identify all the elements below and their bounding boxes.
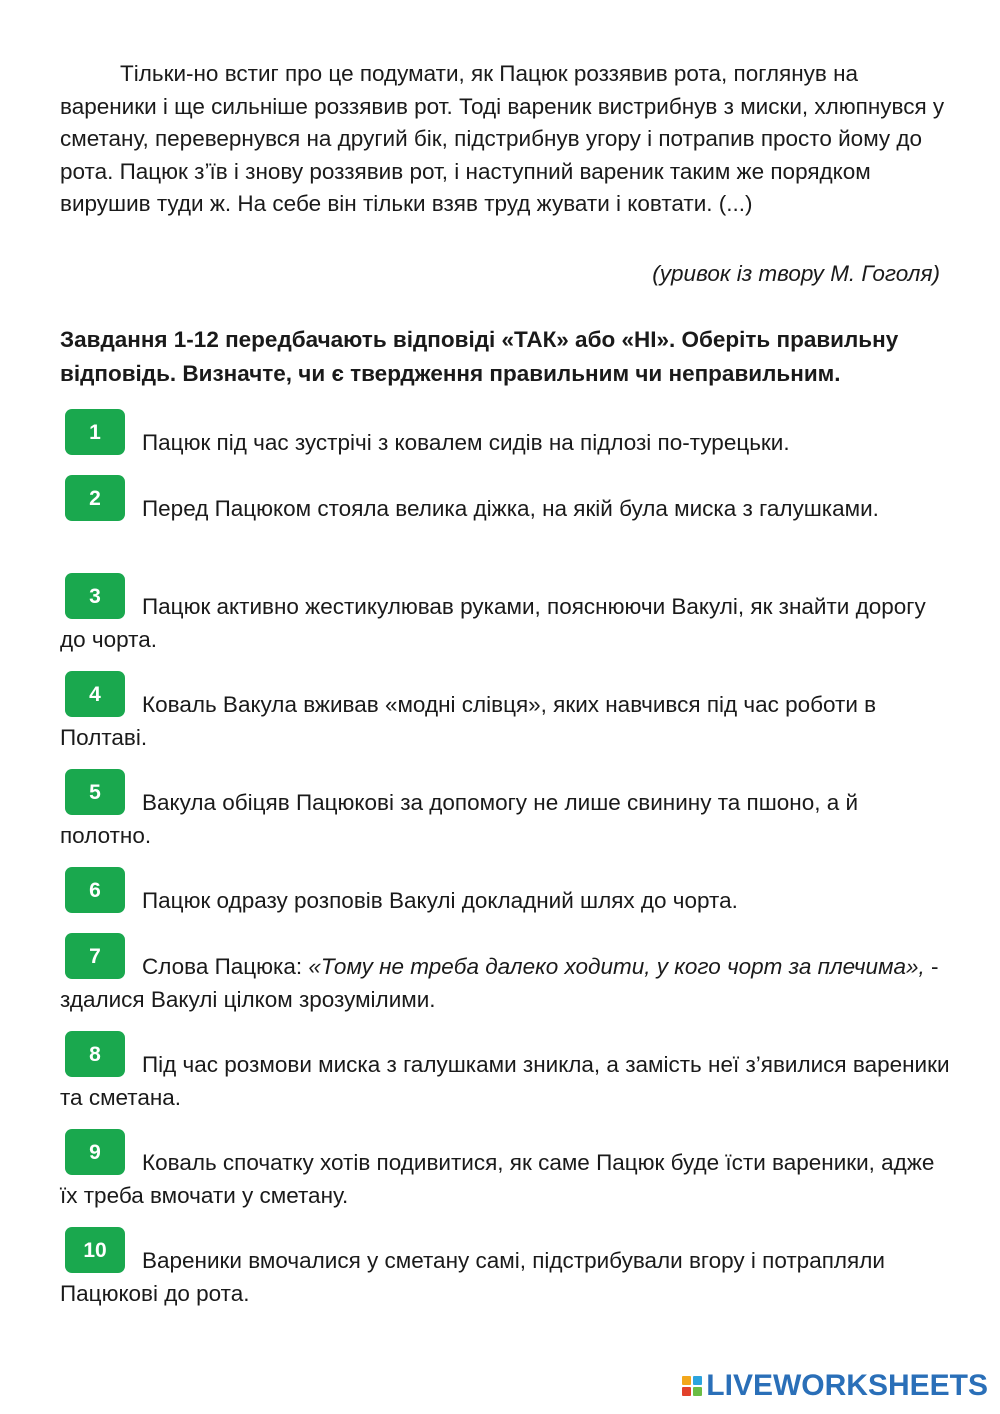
passage-text: Тільки-но встиг про це подумати, як Пацюк роззявив рота, поглянув на вареники і ще сильніше роззявив рот. Тоді вареник вистрибнув з миски, хлюпнувся у сметану, перевернувся на другий бік, підстрибнув угору і потрапив просто йому до рота. Пацюк з’їв і знову роззявив рот, і наступний вареник таким же порядком вирушив туди ж. На себе він тільки взяв труд жувати і ковтати. (...): [60, 61, 945, 217]
question-number-badge[interactable]: 4: [65, 671, 125, 717]
question-text: Пацюк активно жестикулював руками, пояснюючи Вакулі, як знайти дорогу до чорта.: [60, 594, 926, 652]
question-text: [60, 950, 950, 1016]
question-item: [60, 944, 950, 1016]
question-item: [60, 1042, 950, 1114]
passage: [60, 58, 945, 221]
logo-text: LIVEWORKSHEETS: [706, 1369, 988, 1402]
question-number-badge[interactable]: 10: [65, 1227, 125, 1273]
question-number-badge[interactable]: 9: [65, 1129, 125, 1175]
question-item: [60, 420, 950, 459]
question-item: [60, 682, 950, 754]
question-item: [60, 1238, 950, 1310]
task-instructions: Завдання 1-12 передбачають відповіді «ТАК» або «НІ». Оберіть правильну відповідь. Визначте, чи є твердження правильним чи неправильним.: [60, 327, 899, 386]
question-number-badge[interactable]: 5: [65, 769, 125, 815]
passage-attribution: (уривок із твору М. Гоголя): [652, 261, 940, 286]
question-number-badge[interactable]: 3: [65, 573, 125, 619]
question-item: [60, 584, 950, 656]
question-text: Коваль Вакула вживав «модні слівця», яких навчився під час роботи в Полтаві.: [60, 692, 877, 750]
question-item: [60, 878, 950, 917]
question-item: [60, 780, 950, 852]
question-text: Коваль спочатку хотів подивитися, як саме Пацюк буде їсти вареники, адже їх треба вмочати у сметану.: [60, 1150, 935, 1208]
question-item: [60, 1140, 950, 1212]
question-number-badge[interactable]: 6: [65, 867, 125, 913]
question-text: Вареники вмочалися у сметану самі, підстрибували вгору і потрапляли Пацюкові до рота.: [60, 1248, 885, 1306]
question-number-badge[interactable]: 2: [65, 475, 125, 521]
question-text: Пацюк одразу розповів Вакулі докладний шлях до чорта.: [142, 888, 738, 913]
liveworksheets-logo[interactable]: [682, 1368, 988, 1404]
question-quote: «Тому не треба далеко ходити, у кого чорт за плечима»,: [308, 954, 925, 979]
question-number-badge[interactable]: 1: [65, 409, 125, 455]
question-text-after: - здалися Вакулі цілком зрозумілими.: [60, 954, 939, 1012]
question-text: Перед Пацюком стояла велика діжка, на якій була миска з галушками.: [142, 496, 879, 521]
question-text: Під час розмови миска з галушками зникла, а замість неї з’явилися вареники та сметана.: [60, 1052, 950, 1110]
liveworksheets-logo-icon: [682, 1376, 702, 1396]
question-text: Пацюк під час зустрічі з ковалем сидів на підлозі по-турецьки.: [142, 430, 790, 455]
question-item: [60, 486, 950, 525]
question-text: Вакула обіцяв Пацюкові за допомогу не лише свинину та пшоно, а й полотно.: [60, 790, 859, 848]
question-number-badge[interactable]: 7: [65, 933, 125, 979]
question-number-badge[interactable]: 8: [65, 1031, 125, 1077]
question-text-before: Слова Пацюка:: [142, 954, 309, 979]
